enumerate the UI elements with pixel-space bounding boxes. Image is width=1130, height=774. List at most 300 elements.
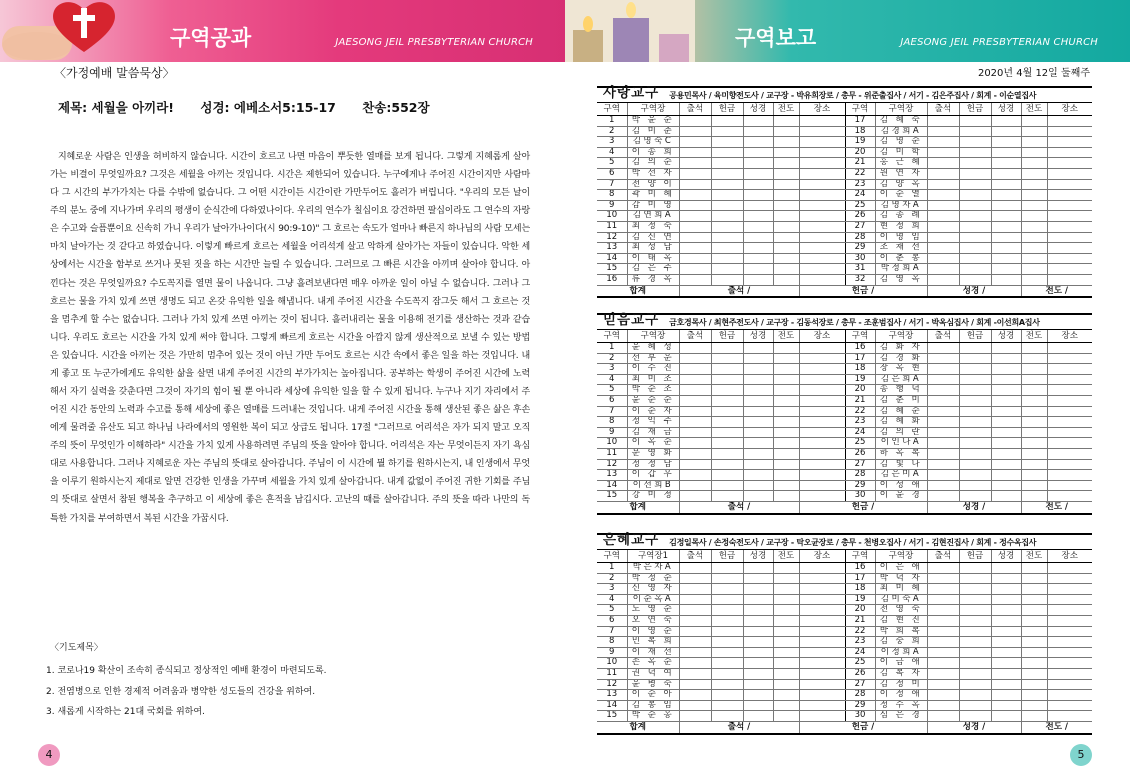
- entry-cell[interactable]: [991, 417, 1021, 428]
- entry-cell[interactable]: [1047, 374, 1092, 385]
- entry-cell[interactable]: [1021, 584, 1047, 595]
- entry-cell[interactable]: [711, 200, 743, 211]
- entry-cell[interactable]: [1021, 395, 1047, 406]
- entry-cell[interactable]: [1021, 615, 1047, 626]
- entry-cell[interactable]: [711, 179, 743, 190]
- entry-cell[interactable]: [1021, 353, 1047, 364]
- entry-cell[interactable]: [799, 274, 845, 285]
- entry-cell[interactable]: [743, 137, 773, 148]
- entry-cell[interactable]: [743, 679, 773, 690]
- entry-cell[interactable]: [927, 679, 959, 690]
- entry-cell[interactable]: [743, 179, 773, 190]
- entry-cell[interactable]: [927, 343, 959, 354]
- entry-cell[interactable]: [1021, 491, 1047, 502]
- entry-cell[interactable]: [959, 243, 991, 254]
- entry-cell[interactable]: [927, 406, 959, 417]
- entry-cell[interactable]: [1047, 274, 1092, 285]
- entry-cell[interactable]: [991, 274, 1021, 285]
- entry-cell[interactable]: [679, 274, 711, 285]
- entry-cell[interactable]: [711, 427, 743, 438]
- entry-cell[interactable]: [773, 374, 799, 385]
- entry-cell[interactable]: [1021, 232, 1047, 243]
- entry-cell[interactable]: [773, 126, 799, 137]
- entry-cell[interactable]: [991, 147, 1021, 158]
- entry-cell[interactable]: [773, 563, 799, 574]
- entry-cell[interactable]: [927, 647, 959, 658]
- entry-cell[interactable]: [773, 253, 799, 264]
- entry-cell[interactable]: [773, 459, 799, 470]
- entry-cell[interactable]: [799, 573, 845, 584]
- entry-cell[interactable]: [743, 615, 773, 626]
- entry-cell[interactable]: [679, 637, 711, 648]
- entry-cell[interactable]: [711, 459, 743, 470]
- entry-cell[interactable]: [991, 605, 1021, 616]
- entry-cell[interactable]: [959, 626, 991, 637]
- entry-cell[interactable]: [679, 116, 711, 127]
- entry-cell[interactable]: [679, 353, 711, 364]
- entry-cell[interactable]: [927, 168, 959, 179]
- entry-cell[interactable]: [959, 385, 991, 396]
- entry-cell[interactable]: [927, 147, 959, 158]
- entry-cell[interactable]: [1021, 658, 1047, 669]
- entry-cell[interactable]: [1047, 221, 1092, 232]
- entry-cell[interactable]: [991, 637, 1021, 648]
- entry-cell[interactable]: [1047, 232, 1092, 243]
- entry-cell[interactable]: [959, 573, 991, 584]
- entry-cell[interactable]: [743, 264, 773, 275]
- entry-cell[interactable]: [959, 637, 991, 648]
- entry-cell[interactable]: [991, 168, 1021, 179]
- entry-cell[interactable]: [927, 158, 959, 169]
- entry-cell[interactable]: [959, 395, 991, 406]
- entry-cell[interactable]: [991, 200, 1021, 211]
- entry-cell[interactable]: [1021, 637, 1047, 648]
- entry-cell[interactable]: [679, 690, 711, 701]
- entry-cell[interactable]: [773, 264, 799, 275]
- entry-cell[interactable]: [743, 584, 773, 595]
- entry-cell[interactable]: [799, 232, 845, 243]
- entry-cell[interactable]: [773, 637, 799, 648]
- entry-cell[interactable]: [991, 615, 1021, 626]
- entry-cell[interactable]: [799, 116, 845, 127]
- entry-cell[interactable]: [959, 711, 991, 722]
- entry-cell[interactable]: [991, 573, 1021, 584]
- entry-cell[interactable]: [1047, 253, 1092, 264]
- entry-cell[interactable]: [773, 211, 799, 222]
- entry-cell[interactable]: [1021, 563, 1047, 574]
- entry-cell[interactable]: [1021, 374, 1047, 385]
- entry-cell[interactable]: [743, 395, 773, 406]
- entry-cell[interactable]: [799, 190, 845, 201]
- entry-cell[interactable]: [743, 211, 773, 222]
- entry-cell[interactable]: [1047, 147, 1092, 158]
- entry-cell[interactable]: [927, 417, 959, 428]
- entry-cell[interactable]: [743, 690, 773, 701]
- entry-cell[interactable]: [799, 480, 845, 491]
- entry-cell[interactable]: [1021, 274, 1047, 285]
- entry-cell[interactable]: [959, 343, 991, 354]
- entry-cell[interactable]: [773, 711, 799, 722]
- entry-cell[interactable]: [1047, 116, 1092, 127]
- entry-cell[interactable]: [927, 179, 959, 190]
- entry-cell[interactable]: [959, 584, 991, 595]
- entry-cell[interactable]: [799, 459, 845, 470]
- entry-cell[interactable]: [927, 253, 959, 264]
- entry-cell[interactable]: [773, 243, 799, 254]
- entry-cell[interactable]: [679, 626, 711, 637]
- entry-cell[interactable]: [799, 221, 845, 232]
- entry-cell[interactable]: [991, 626, 1021, 637]
- entry-cell[interactable]: [679, 221, 711, 232]
- entry-cell[interactable]: [1021, 126, 1047, 137]
- entry-cell[interactable]: [1021, 448, 1047, 459]
- entry-cell[interactable]: [991, 385, 1021, 396]
- entry-cell[interactable]: [927, 221, 959, 232]
- entry-cell[interactable]: [679, 374, 711, 385]
- entry-cell[interactable]: [711, 126, 743, 137]
- entry-cell[interactable]: [773, 158, 799, 169]
- entry-cell[interactable]: [991, 116, 1021, 127]
- entry-cell[interactable]: [1047, 658, 1092, 669]
- entry-cell[interactable]: [1021, 190, 1047, 201]
- entry-cell[interactable]: [799, 417, 845, 428]
- entry-cell[interactable]: [773, 690, 799, 701]
- entry-cell[interactable]: [711, 448, 743, 459]
- entry-cell[interactable]: [927, 126, 959, 137]
- entry-cell[interactable]: [679, 459, 711, 470]
- entry-cell[interactable]: [679, 668, 711, 679]
- entry-cell[interactable]: [773, 647, 799, 658]
- entry-cell[interactable]: [711, 584, 743, 595]
- entry-cell[interactable]: [959, 211, 991, 222]
- entry-cell[interactable]: [991, 364, 1021, 375]
- entry-cell[interactable]: [711, 690, 743, 701]
- entry-cell[interactable]: [711, 626, 743, 637]
- entry-cell[interactable]: [799, 615, 845, 626]
- entry-cell[interactable]: [991, 594, 1021, 605]
- entry-cell[interactable]: [773, 385, 799, 396]
- entry-cell[interactable]: [743, 658, 773, 669]
- entry-cell[interactable]: [959, 364, 991, 375]
- entry-cell[interactable]: [959, 200, 991, 211]
- entry-cell[interactable]: [679, 158, 711, 169]
- entry-cell[interactable]: [927, 264, 959, 275]
- entry-cell[interactable]: [743, 438, 773, 449]
- entry-cell[interactable]: [959, 668, 991, 679]
- entry-cell[interactable]: [959, 353, 991, 364]
- entry-cell[interactable]: [679, 605, 711, 616]
- entry-cell[interactable]: [711, 264, 743, 275]
- entry-cell[interactable]: [1021, 668, 1047, 679]
- entry-cell[interactable]: [991, 190, 1021, 201]
- entry-cell[interactable]: [959, 448, 991, 459]
- entry-cell[interactable]: [1047, 343, 1092, 354]
- entry-cell[interactable]: [711, 563, 743, 574]
- entry-cell[interactable]: [959, 658, 991, 669]
- entry-cell[interactable]: [959, 158, 991, 169]
- entry-cell[interactable]: [679, 168, 711, 179]
- entry-cell[interactable]: [799, 395, 845, 406]
- entry-cell[interactable]: [991, 563, 1021, 574]
- entry-cell[interactable]: [1047, 168, 1092, 179]
- entry-cell[interactable]: [991, 658, 1021, 669]
- entry-cell[interactable]: [711, 253, 743, 264]
- entry-cell[interactable]: [799, 406, 845, 417]
- entry-cell[interactable]: [773, 480, 799, 491]
- entry-cell[interactable]: [679, 448, 711, 459]
- entry-cell[interactable]: [773, 274, 799, 285]
- entry-cell[interactable]: [799, 584, 845, 595]
- entry-cell[interactable]: [799, 168, 845, 179]
- entry-cell[interactable]: [959, 690, 991, 701]
- entry-cell[interactable]: [1047, 626, 1092, 637]
- entry-cell[interactable]: [711, 274, 743, 285]
- entry-cell[interactable]: [773, 417, 799, 428]
- entry-cell[interactable]: [959, 147, 991, 158]
- entry-cell[interactable]: [927, 690, 959, 701]
- entry-cell[interactable]: [773, 137, 799, 148]
- entry-cell[interactable]: [679, 147, 711, 158]
- entry-cell[interactable]: [799, 211, 845, 222]
- entry-cell[interactable]: [1021, 690, 1047, 701]
- entry-cell[interactable]: [799, 158, 845, 169]
- entry-cell[interactable]: [1021, 626, 1047, 637]
- entry-cell[interactable]: [743, 637, 773, 648]
- entry-cell[interactable]: [1021, 647, 1047, 658]
- entry-cell[interactable]: [959, 126, 991, 137]
- entry-cell[interactable]: [1047, 573, 1092, 584]
- entry-cell[interactable]: [959, 605, 991, 616]
- entry-cell[interactable]: [1021, 253, 1047, 264]
- entry-cell[interactable]: [927, 448, 959, 459]
- entry-cell[interactable]: [991, 374, 1021, 385]
- entry-cell[interactable]: [743, 427, 773, 438]
- entry-cell[interactable]: [679, 573, 711, 584]
- entry-cell[interactable]: [773, 168, 799, 179]
- entry-cell[interactable]: [711, 573, 743, 584]
- entry-cell[interactable]: [1021, 158, 1047, 169]
- entry-cell[interactable]: [743, 647, 773, 658]
- entry-cell[interactable]: [1021, 679, 1047, 690]
- entry-cell[interactable]: [743, 364, 773, 375]
- entry-cell[interactable]: [799, 637, 845, 648]
- entry-cell[interactable]: [991, 264, 1021, 275]
- entry-cell[interactable]: [927, 573, 959, 584]
- entry-cell[interactable]: [679, 584, 711, 595]
- entry-cell[interactable]: [1047, 243, 1092, 254]
- entry-cell[interactable]: [927, 668, 959, 679]
- entry-cell[interactable]: [959, 427, 991, 438]
- entry-cell[interactable]: [711, 615, 743, 626]
- entry-cell[interactable]: [1047, 690, 1092, 701]
- entry-cell[interactable]: [959, 274, 991, 285]
- entry-cell[interactable]: [773, 221, 799, 232]
- entry-cell[interactable]: [1047, 700, 1092, 711]
- entry-cell[interactable]: [743, 406, 773, 417]
- entry-cell[interactable]: [773, 470, 799, 481]
- entry-cell[interactable]: [991, 438, 1021, 449]
- entry-cell[interactable]: [991, 221, 1021, 232]
- entry-cell[interactable]: [959, 221, 991, 232]
- entry-cell[interactable]: [1047, 637, 1092, 648]
- entry-cell[interactable]: [679, 658, 711, 669]
- entry-cell[interactable]: [1047, 647, 1092, 658]
- entry-cell[interactable]: [1021, 438, 1047, 449]
- entry-cell[interactable]: [799, 491, 845, 502]
- entry-cell[interactable]: [1021, 470, 1047, 481]
- entry-cell[interactable]: [679, 563, 711, 574]
- entry-cell[interactable]: [927, 700, 959, 711]
- entry-cell[interactable]: [711, 374, 743, 385]
- entry-cell[interactable]: [927, 232, 959, 243]
- entry-cell[interactable]: [991, 491, 1021, 502]
- entry-cell[interactable]: [799, 594, 845, 605]
- entry-cell[interactable]: [1047, 594, 1092, 605]
- entry-cell[interactable]: [1047, 615, 1092, 626]
- entry-cell[interactable]: [927, 427, 959, 438]
- entry-cell[interactable]: [991, 679, 1021, 690]
- entry-cell[interactable]: [799, 364, 845, 375]
- entry-cell[interactable]: [927, 243, 959, 254]
- entry-cell[interactable]: [679, 417, 711, 428]
- entry-cell[interactable]: [743, 605, 773, 616]
- entry-cell[interactable]: [991, 448, 1021, 459]
- entry-cell[interactable]: [991, 459, 1021, 470]
- entry-cell[interactable]: [927, 594, 959, 605]
- entry-cell[interactable]: [1047, 711, 1092, 722]
- entry-cell[interactable]: [1047, 448, 1092, 459]
- entry-cell[interactable]: [1047, 200, 1092, 211]
- entry-cell[interactable]: [679, 343, 711, 354]
- entry-cell[interactable]: [959, 594, 991, 605]
- entry-cell[interactable]: [959, 470, 991, 481]
- entry-cell[interactable]: [1021, 573, 1047, 584]
- entry-cell[interactable]: [679, 594, 711, 605]
- entry-cell[interactable]: [711, 658, 743, 669]
- entry-cell[interactable]: [773, 179, 799, 190]
- entry-cell[interactable]: [743, 168, 773, 179]
- entry-cell[interactable]: [991, 711, 1021, 722]
- entry-cell[interactable]: [1021, 343, 1047, 354]
- entry-cell[interactable]: [1047, 427, 1092, 438]
- entry-cell[interactable]: [773, 668, 799, 679]
- entry-cell[interactable]: [711, 406, 743, 417]
- entry-cell[interactable]: [743, 626, 773, 637]
- entry-cell[interactable]: [711, 438, 743, 449]
- entry-cell[interactable]: [711, 190, 743, 201]
- entry-cell[interactable]: [1047, 353, 1092, 364]
- entry-cell[interactable]: [1047, 385, 1092, 396]
- entry-cell[interactable]: [991, 137, 1021, 148]
- entry-cell[interactable]: [959, 137, 991, 148]
- entry-cell[interactable]: [773, 594, 799, 605]
- entry-cell[interactable]: [959, 563, 991, 574]
- entry-cell[interactable]: [773, 395, 799, 406]
- entry-cell[interactable]: [959, 374, 991, 385]
- entry-cell[interactable]: [743, 353, 773, 364]
- entry-cell[interactable]: [773, 147, 799, 158]
- entry-cell[interactable]: [991, 584, 1021, 595]
- entry-cell[interactable]: [773, 406, 799, 417]
- entry-cell[interactable]: [1021, 480, 1047, 491]
- entry-cell[interactable]: [743, 448, 773, 459]
- entry-cell[interactable]: [1047, 668, 1092, 679]
- entry-cell[interactable]: [679, 615, 711, 626]
- entry-cell[interactable]: [679, 491, 711, 502]
- entry-cell[interactable]: [799, 147, 845, 158]
- entry-cell[interactable]: [927, 190, 959, 201]
- entry-cell[interactable]: [711, 480, 743, 491]
- entry-cell[interactable]: [679, 243, 711, 254]
- entry-cell[interactable]: [959, 232, 991, 243]
- entry-cell[interactable]: [799, 137, 845, 148]
- entry-cell[interactable]: [991, 668, 1021, 679]
- entry-cell[interactable]: [773, 491, 799, 502]
- entry-cell[interactable]: [711, 158, 743, 169]
- entry-cell[interactable]: [1047, 211, 1092, 222]
- entry-cell[interactable]: [711, 353, 743, 364]
- entry-cell[interactable]: [1021, 605, 1047, 616]
- entry-cell[interactable]: [1021, 417, 1047, 428]
- entry-cell[interactable]: [773, 364, 799, 375]
- entry-cell[interactable]: [711, 116, 743, 127]
- entry-cell[interactable]: [711, 364, 743, 375]
- entry-cell[interactable]: [679, 711, 711, 722]
- entry-cell[interactable]: [711, 211, 743, 222]
- entry-cell[interactable]: [799, 647, 845, 658]
- entry-cell[interactable]: [1021, 221, 1047, 232]
- entry-cell[interactable]: [743, 274, 773, 285]
- entry-cell[interactable]: [711, 147, 743, 158]
- entry-cell[interactable]: [799, 448, 845, 459]
- entry-cell[interactable]: [1047, 364, 1092, 375]
- entry-cell[interactable]: [773, 232, 799, 243]
- entry-cell[interactable]: [711, 491, 743, 502]
- entry-cell[interactable]: [743, 116, 773, 127]
- entry-cell[interactable]: [743, 253, 773, 264]
- entry-cell[interactable]: [773, 658, 799, 669]
- entry-cell[interactable]: [1047, 190, 1092, 201]
- entry-cell[interactable]: [1021, 179, 1047, 190]
- entry-cell[interactable]: [743, 417, 773, 428]
- entry-cell[interactable]: [991, 406, 1021, 417]
- entry-cell[interactable]: [773, 700, 799, 711]
- entry-cell[interactable]: [799, 179, 845, 190]
- entry-cell[interactable]: [679, 190, 711, 201]
- entry-cell[interactable]: [1047, 584, 1092, 595]
- entry-cell[interactable]: [743, 158, 773, 169]
- entry-cell[interactable]: [679, 126, 711, 137]
- entry-cell[interactable]: [991, 480, 1021, 491]
- entry-cell[interactable]: [773, 584, 799, 595]
- entry-cell[interactable]: [679, 480, 711, 491]
- entry-cell[interactable]: [743, 200, 773, 211]
- entry-cell[interactable]: [991, 211, 1021, 222]
- entry-cell[interactable]: [1047, 158, 1092, 169]
- entry-cell[interactable]: [1021, 116, 1047, 127]
- entry-cell[interactable]: [799, 264, 845, 275]
- entry-cell[interactable]: [799, 626, 845, 637]
- entry-cell[interactable]: [991, 470, 1021, 481]
- entry-cell[interactable]: [773, 200, 799, 211]
- entry-cell[interactable]: [1021, 200, 1047, 211]
- entry-cell[interactable]: [711, 668, 743, 679]
- entry-cell[interactable]: [927, 211, 959, 222]
- entry-cell[interactable]: [711, 470, 743, 481]
- entry-cell[interactable]: [959, 406, 991, 417]
- entry-cell[interactable]: [799, 658, 845, 669]
- entry-cell[interactable]: [743, 147, 773, 158]
